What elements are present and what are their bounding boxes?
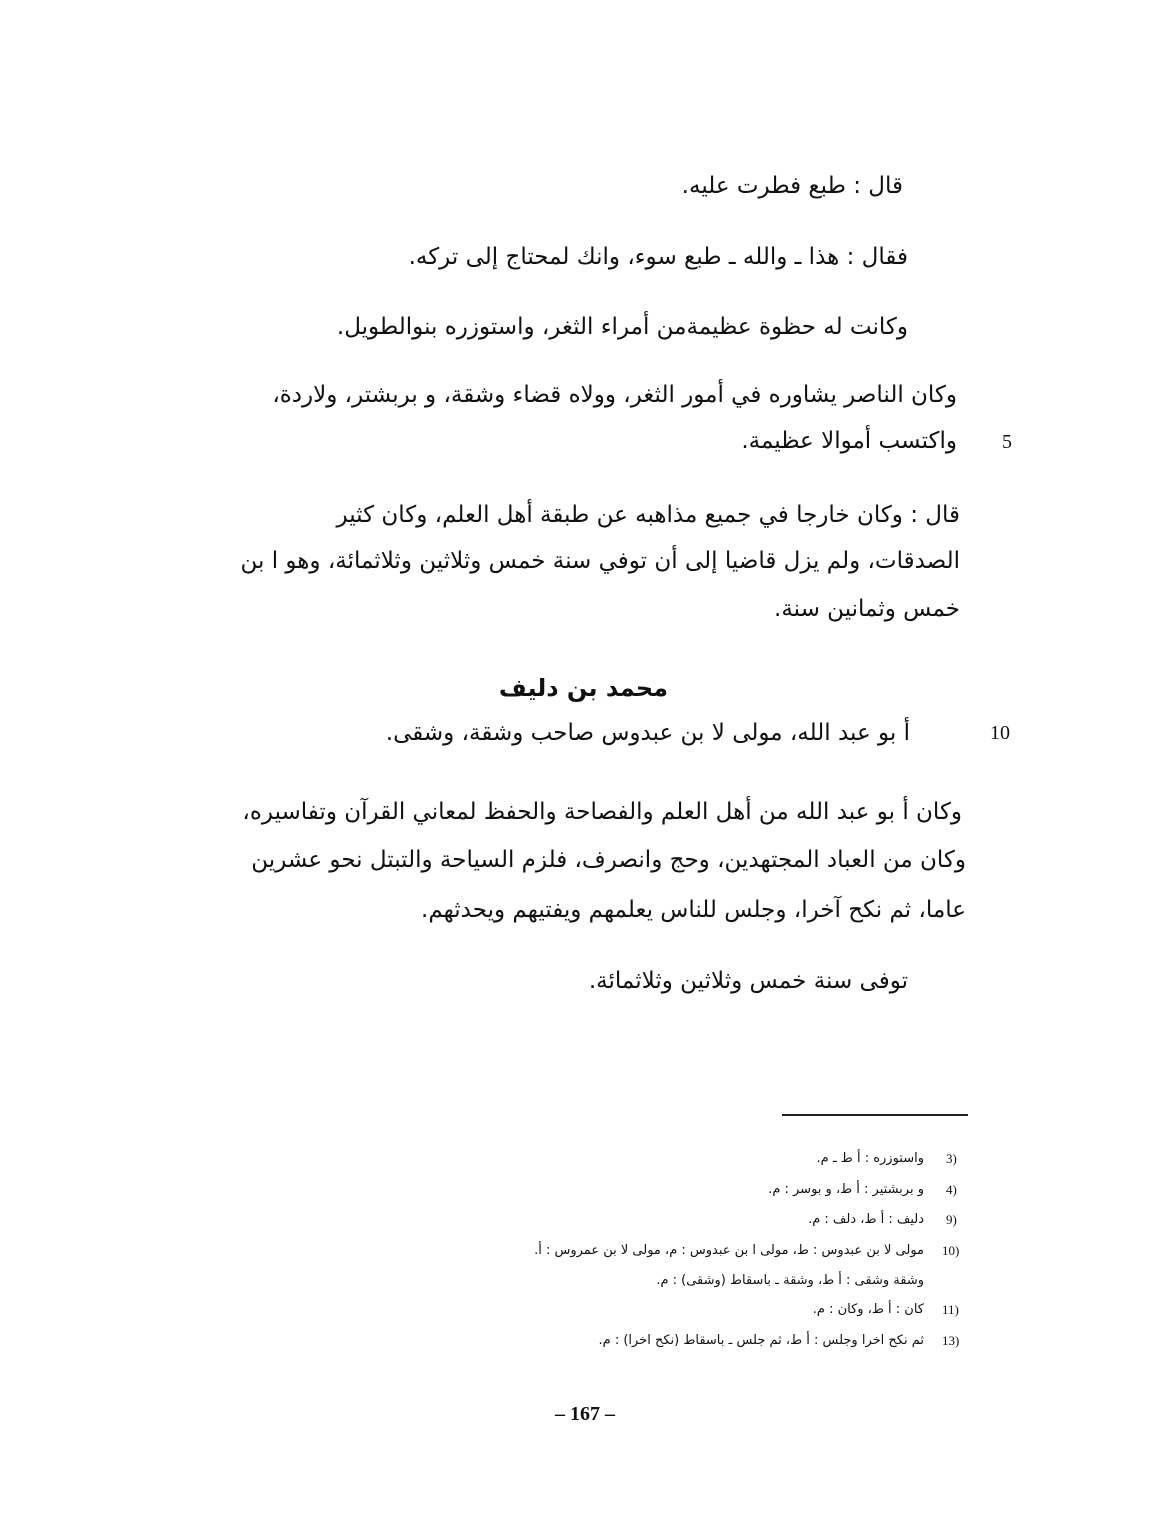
text-line: فقال : هذا ـ والله ـ طبع سوء، وانك لمحتاج إلى تركه.	[408, 244, 908, 270]
section-heading: محمد بن دليف	[498, 674, 668, 702]
text-line: وكان الناصر يشاوره في أمور الثغر، وولاه قضاء وشقة، و بربشتر، ولاردة،	[272, 382, 957, 408]
text-line: واكتسب أموالا عظيمة.	[741, 428, 957, 454]
footnote-rule	[782, 1114, 968, 1116]
line-number: 10	[990, 722, 1010, 744]
footnote-number: 4)	[946, 1182, 957, 1197]
text-line: وكان أ بو عبد الله من أهل العلم والفصاحة والحفظ لمعاني القرآن وتفاسيره،	[242, 799, 962, 825]
text-line: خمس وثمانين سنة.	[774, 596, 960, 622]
page-number: – 167 –	[555, 1403, 615, 1425]
text-line: عاما، ثم نكح آخرا، وجلس للناس يعلمهم ويفتيهم ويحدثهم.	[421, 897, 966, 923]
footnote-text: و بربشتير : أ ط، و بوسر : م.	[768, 1182, 924, 1197]
text-line: توفى سنة خمس وثلاثين وثلاثمائة.	[588, 968, 908, 994]
text-line: قال : طبع فطرت عليه.	[681, 173, 903, 199]
footnote-text: كان : أ ط، وكان : م.	[812, 1302, 924, 1317]
footnote-text: ثم نكح اخرا وجلس : أ ط، ثم جلس ـ باسقاط (نكح اخرا) : م.	[598, 1333, 924, 1348]
text-line: وكانت له حظوة عظيمةمن أمراء الثغر، واستوزره بنوالطويل.	[336, 314, 908, 340]
text-line: قال : وكان خارجا في جميع مذاهبه عن طبقة أهل العلم، وكان كثير	[336, 502, 960, 528]
line-number: 5	[1002, 431, 1012, 453]
footnote-number: 11)	[942, 1302, 959, 1317]
footnote-text: وشقة وشقى : أ ط، وشقة ـ باسقاط (وشقى) : م.	[656, 1273, 924, 1288]
footnote-text: مولى لا بن عبدوس : ط، مولى ا بن عبدوس : م، مولى لا بن عمروس : أ.	[534, 1243, 924, 1258]
text-line: أ بو عبد الله، مولى لا بن عبدوس صاحب وشقة، وشقى.	[385, 720, 910, 746]
footnote-number: 9)	[946, 1212, 957, 1227]
text-line: الصدقات، ولم يزل قاضيا إلى أن توفي سنة خمس وثلاثين وثلاثمائة، وهو ا بن	[240, 548, 960, 574]
footnote-text: دليف : أ ط، دلف : م.	[808, 1212, 924, 1227]
text-line: وكان من العباد المجتهدين، وحج وانصرف، فلزم السياحة والتبتل نحو عشرين	[251, 847, 966, 873]
footnote-text: واستوزره : أ ط ـ م.	[816, 1151, 924, 1166]
footnote-number: 10)	[942, 1243, 960, 1258]
footnote-number: 13)	[942, 1333, 960, 1348]
footnote-number: 3)	[946, 1151, 957, 1166]
